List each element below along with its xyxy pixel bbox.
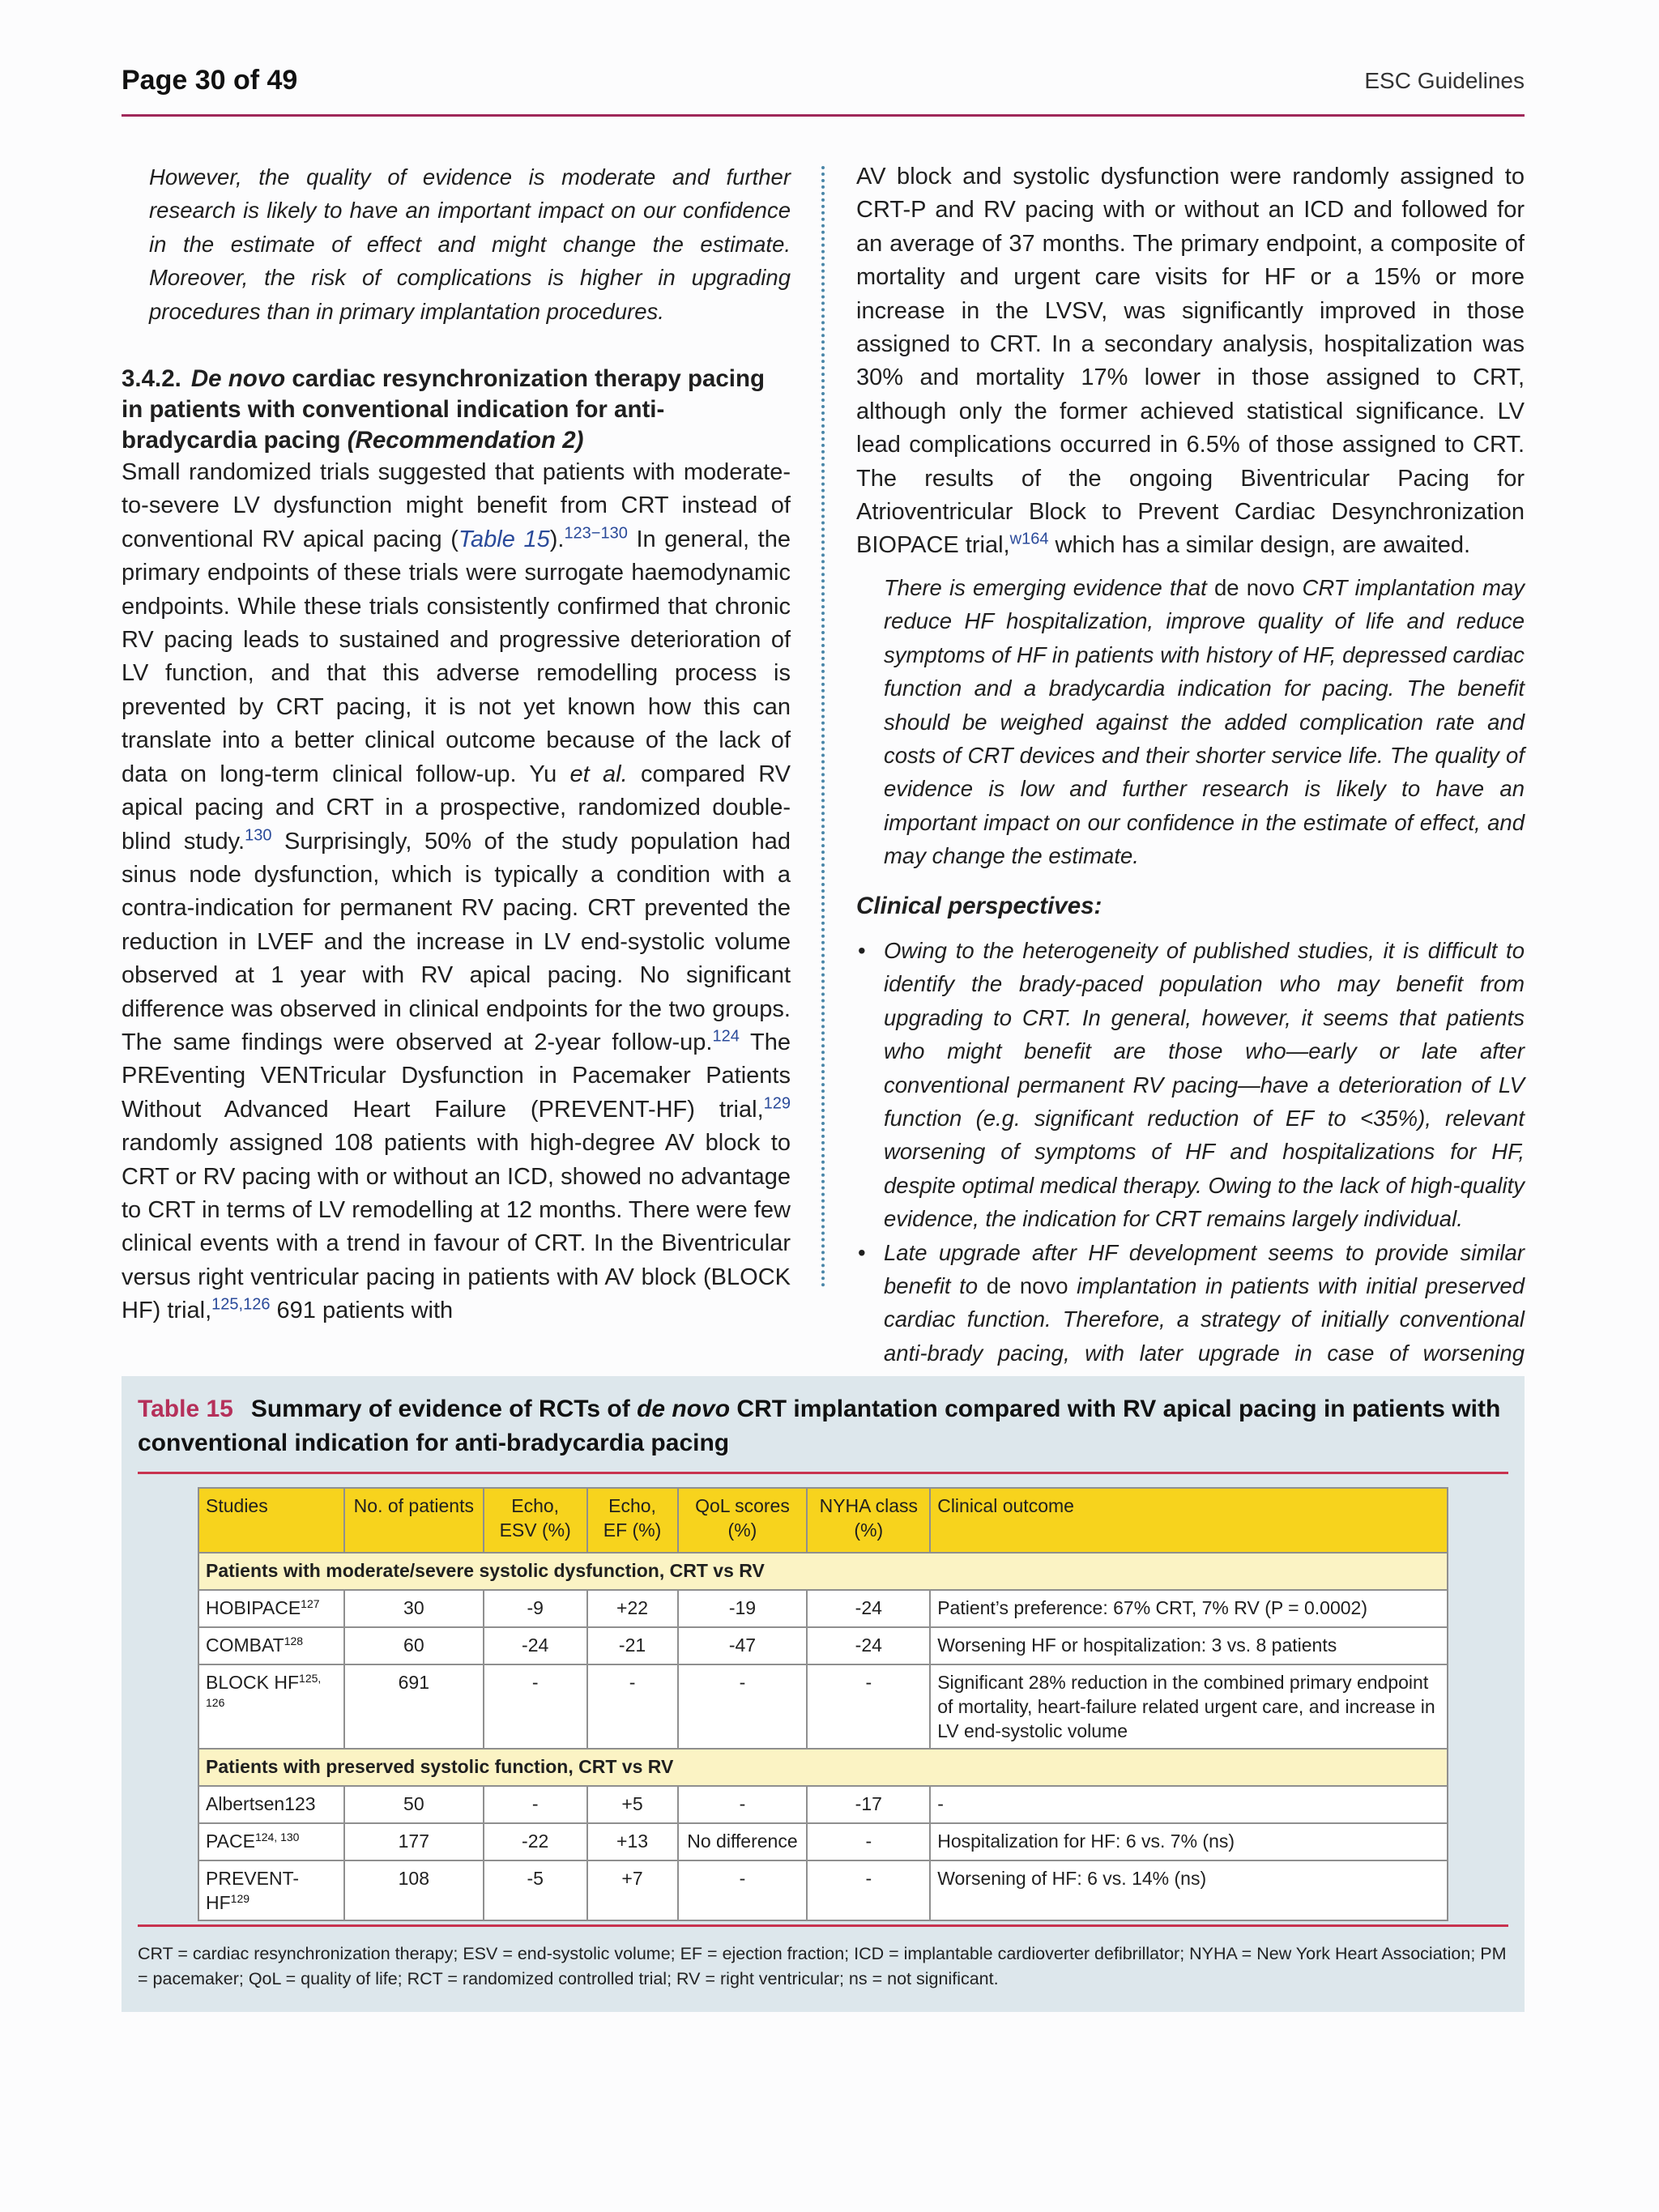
right-column bbox=[856, 160, 1525, 1404]
study-ref: 128 bbox=[284, 1634, 304, 1647]
table-cell: 177 bbox=[344, 1823, 484, 1860]
table-title bbox=[138, 1392, 1511, 1460]
study-name: COMBAT bbox=[206, 1634, 284, 1656]
citation-link[interactable]: 123−130 bbox=[564, 524, 628, 543]
table-row bbox=[198, 1823, 1448, 1860]
table-number: Table 15 bbox=[138, 1396, 233, 1422]
text: de novo bbox=[1213, 574, 1295, 600]
study-cell bbox=[198, 1823, 344, 1860]
table-cell: +22 bbox=[587, 1590, 678, 1627]
table-cell: -24 bbox=[807, 1627, 930, 1664]
left-column bbox=[122, 160, 791, 1328]
text: compared RV apical pacing and CRT in a prospective, randomized double-blind study. bbox=[122, 761, 791, 855]
table-row bbox=[198, 1627, 1448, 1664]
table-cell: -17 bbox=[807, 1786, 930, 1823]
text: de novo bbox=[637, 1396, 731, 1422]
text: In general, the primary endpoints of these trials were surrogate haemodynamic endpoints. While these trials consistently confirmed that chronic RV pacing leads to sustained and progressive deterioration of LV function, and that this adverse remodelling process is prevented by CRT pacing, it is not yet known how this can translate into a better clinical outcome because of the lack of data on long-term clinical follow-up. Yu bbox=[122, 526, 791, 787]
section-recommendation: (Recommendation 2) bbox=[347, 427, 584, 454]
table-cell: 691 bbox=[344, 1664, 484, 1749]
section-italic: De novo bbox=[190, 365, 286, 393]
table-cell: - bbox=[678, 1664, 808, 1749]
study-cell bbox=[198, 1590, 344, 1627]
citation-link[interactable]: 124 bbox=[712, 1027, 740, 1046]
study-name: PREVENT-HF bbox=[206, 1868, 300, 1913]
citation-link[interactable]: 130 bbox=[245, 825, 272, 844]
study-cell bbox=[198, 1786, 344, 1823]
citation-link[interactable]: w164 bbox=[1009, 530, 1049, 548]
table-group-row bbox=[198, 1749, 1448, 1786]
text: The PREventing VENTricular Dysfunction in Pacemaker Patients Without Advanced Heart Failure (PREVENT-HF) trial, bbox=[122, 1029, 791, 1123]
table-cell: - bbox=[930, 1786, 1448, 1823]
table-cell: -19 bbox=[678, 1590, 808, 1627]
citation-link[interactable]: 125,126 bbox=[211, 1295, 271, 1314]
text: Small randomized trials suggested that patients with moderate-to-severe LV dysfunction might benefit from CRT instead of conventional RV apical pacing ( bbox=[122, 459, 791, 552]
table-cell: +13 bbox=[587, 1823, 678, 1860]
table-cell: 108 bbox=[344, 1860, 484, 1920]
table-link[interactable]: Table 15 bbox=[458, 526, 550, 552]
study-ref: 129 bbox=[230, 1892, 250, 1905]
text: 691 patients with bbox=[270, 1298, 454, 1324]
citation-link[interactable]: 129 bbox=[763, 1094, 791, 1113]
table-cell: Worsening of HF: 6 vs. 14% (ns) bbox=[930, 1860, 1448, 1920]
body-paragraph-left bbox=[122, 456, 791, 1328]
table-cell: Hospitalization for HF: 6 vs. 7% (ns) bbox=[930, 1823, 1448, 1860]
text: CRT implantation may reduce HF hospitalization, improve quality of life and reduce symptoms of HF in patients with history of HF, depressed cardiac function and a bradycardia indication for pacing. The benefit should be weighed against the added complication rate and costs of CRT devices and their shorter service life. The quality of evidence is low and further research is likely to have an important impact on our confidence in the estimate of effect, and may change the estimate. bbox=[884, 574, 1525, 869]
column-header: No. of patients bbox=[344, 1488, 484, 1553]
page-number: Page 30 of 49 bbox=[122, 65, 298, 96]
evidence-table bbox=[198, 1487, 1448, 1921]
table-cell: No difference bbox=[678, 1823, 808, 1860]
text: Surprisingly, 50% of the study population had sinus node dysfunction, which is typically a condition with a contra-indication for permanent RV pacing. CRT prevented the reduction in LVEF and the increase in LV end-systolic volume observed at 1 year with RV apical pacing. No significant difference was observed in clinical endpoints for the two groups. The same findings were observed at 2-year follow-up. bbox=[122, 828, 791, 1055]
table-cell: - bbox=[484, 1786, 587, 1823]
table-cell: - bbox=[484, 1664, 587, 1749]
section-number: 3.4.2. bbox=[122, 365, 181, 393]
table-row bbox=[198, 1786, 1448, 1823]
column-header: Clinical outcome bbox=[930, 1488, 1448, 1553]
table-cell: -47 bbox=[678, 1627, 808, 1664]
table-footnote: CRT = cardiac resynchronization therapy; ESV = end-systolic volume; EF = ejection fraction; ICD = implantable cardioverter defibrillator; NYHA = New York Heart Association; PM = pacemaker; QoL = quality of life; RCT = randomized controlled trial; RV = right ventricular; ns = not significant. bbox=[138, 1944, 1507, 1988]
clinical-perspectives-heading: Clinical perspectives: bbox=[856, 892, 1102, 919]
column-divider bbox=[821, 166, 825, 1288]
study-cell bbox=[198, 1860, 344, 1920]
group-label: Patients with preserved systolic function, CRT vs RV bbox=[198, 1749, 1448, 1786]
table-rule-bottom bbox=[138, 1924, 1508, 1927]
running-title: ESC Guidelines bbox=[1364, 68, 1525, 93]
table-cell: -9 bbox=[484, 1590, 587, 1627]
study-ref: 125, 126 bbox=[206, 1672, 322, 1709]
table-cell: -5 bbox=[484, 1860, 587, 1920]
column-header: QoL scores (%) bbox=[678, 1488, 808, 1553]
table-cell: -22 bbox=[484, 1823, 587, 1860]
table-15-box bbox=[122, 1376, 1525, 2012]
clinical-perspectives-list bbox=[856, 934, 1525, 1404]
study-name: BLOCK HF bbox=[206, 1672, 300, 1693]
text: Late upgrade after HF development seems to provide similar benefit to bbox=[884, 1239, 1525, 1298]
table-cell: Worsening HF or hospitalization: 3 vs. 8 patients bbox=[930, 1627, 1448, 1664]
table-row bbox=[198, 1860, 1448, 1920]
body-paragraph-right bbox=[856, 160, 1525, 563]
table-cell: - bbox=[587, 1664, 678, 1749]
table-rule-top bbox=[138, 1472, 1508, 1474]
page-header bbox=[122, 65, 1525, 117]
table-cell: -24 bbox=[807, 1590, 930, 1627]
table-cell: - bbox=[678, 1860, 808, 1920]
column-header: NYHA class (%) bbox=[807, 1488, 930, 1553]
study-name: Albertsen123 bbox=[206, 1793, 316, 1814]
text: de novo bbox=[986, 1273, 1068, 1298]
table-cell: -24 bbox=[484, 1627, 587, 1664]
table-cell: - bbox=[807, 1823, 930, 1860]
evidence-summary-left: However, the quality of evidence is moderate and further research is likely to have an important impact on our confidence in the estimate of effect and might change the estimate. Moreover, the risk of complications is higher in upgrading procedures than in primary implantation procedures. bbox=[149, 164, 791, 324]
column-header: Echo, EF (%) bbox=[587, 1488, 678, 1553]
text: implantation in patients with initial preserved cardiac function. Therefore, a strategy of initially conventional anti-brady pacing, with later upgrade in case of worsening bbox=[884, 1273, 1525, 1366]
text: There is emerging evidence that bbox=[884, 574, 1214, 600]
table-row bbox=[198, 1590, 1448, 1627]
table-cell: Significant 28% reduction in the combined primary endpoint of mortality, heart-failure related urgent care, and increase in LV end-systolic volume bbox=[930, 1664, 1448, 1749]
table-cell: - bbox=[807, 1860, 930, 1920]
text: randomly assigned 108 patients with high-degree AV block to CRT or RV pacing with or without an ICD, showed no advantage to CRT in terms of LV remodelling at 12 months. There were few clinical events with a trend in favour of CRT. In the Biventricular versus right ventricular pacing in patients with AV block (BLOCK HF) trial, bbox=[122, 1130, 791, 1324]
column-header: Echo, ESV (%) bbox=[484, 1488, 587, 1553]
study-cell bbox=[198, 1664, 344, 1749]
table-cell: -21 bbox=[587, 1627, 678, 1664]
column-header: Studies bbox=[198, 1488, 344, 1553]
table-group-row bbox=[198, 1553, 1448, 1590]
text: AV block and systolic dysfunction were randomly assigned to CRT-P and RV pacing with or without an ICD and followed for an average of 37 months. The primary endpoint, a composite of mortality and urgent care visits for HF or a 15% or more increase in the LVSV, was significantly improved in those assigned to CRT. In a secondary analysis, hospitalization was 30% and mortality 17% lower in those assigned to CRT, although only the former achieved statistical significance. LV lead complications occurred in 6.5% of those assigned to CRT. The results of the ongoing Biventricular Pacing for Atrioventricular Block to Prevent Cardiac Desynchronization BIOPACE trial, bbox=[856, 164, 1525, 559]
group-label: Patients with moderate/severe systolic dysfunction, CRT vs RV bbox=[198, 1553, 1448, 1590]
text: ). bbox=[549, 526, 565, 552]
text: et al. bbox=[569, 761, 628, 787]
table-cell: +5 bbox=[587, 1786, 678, 1823]
study-name: HOBIPACE bbox=[206, 1597, 301, 1618]
table-cell: 50 bbox=[344, 1786, 484, 1823]
list-item: • Owing to the heterogeneity of published studies, it is difficult to identify the brady-paced population who may benefit from upgrading to CRT. In general, however, it seems that patients who might benefit are those who—early or late after conventional permanent RV pacing—have a deterioration of LV function (e.g. significant reduction of EF to <35%), relevant worsening of symptoms of HF and hospitalizations for HF, despite optimal medical therapy. Owing to the lack of high-quality evidence, the indication for CRT remains largely individual. bbox=[856, 934, 1525, 1236]
section-heading bbox=[122, 364, 791, 456]
table-cell: - bbox=[807, 1664, 930, 1749]
study-ref: 124, 130 bbox=[254, 1831, 300, 1843]
table-cell: 60 bbox=[344, 1627, 484, 1664]
study-cell bbox=[198, 1627, 344, 1664]
text: CRT implantation compared with RV apical pacing in patients with conventional indication for anti-bradycardia pacing bbox=[138, 1396, 1501, 1456]
evidence-summary-right bbox=[856, 571, 1525, 873]
text: which has a similar design, are awaited. bbox=[1048, 532, 1471, 559]
table-row bbox=[198, 1664, 1448, 1749]
table-cell: 30 bbox=[344, 1590, 484, 1627]
table-header-row bbox=[198, 1488, 1448, 1553]
table-cell: +7 bbox=[587, 1860, 678, 1920]
text: Summary of evidence of RCTs of bbox=[250, 1396, 638, 1422]
table-cell: Patient’s preference: 67% CRT, 7% RV (P = 0.0002) bbox=[930, 1590, 1448, 1627]
section-title: cardiac resynchronization therapy pacing in patients with conventional indication for anti-bradycardia pacing bbox=[122, 365, 766, 454]
table-cell: - bbox=[678, 1786, 808, 1823]
study-name: PACE bbox=[206, 1831, 255, 1852]
study-ref: 127 bbox=[301, 1597, 320, 1610]
